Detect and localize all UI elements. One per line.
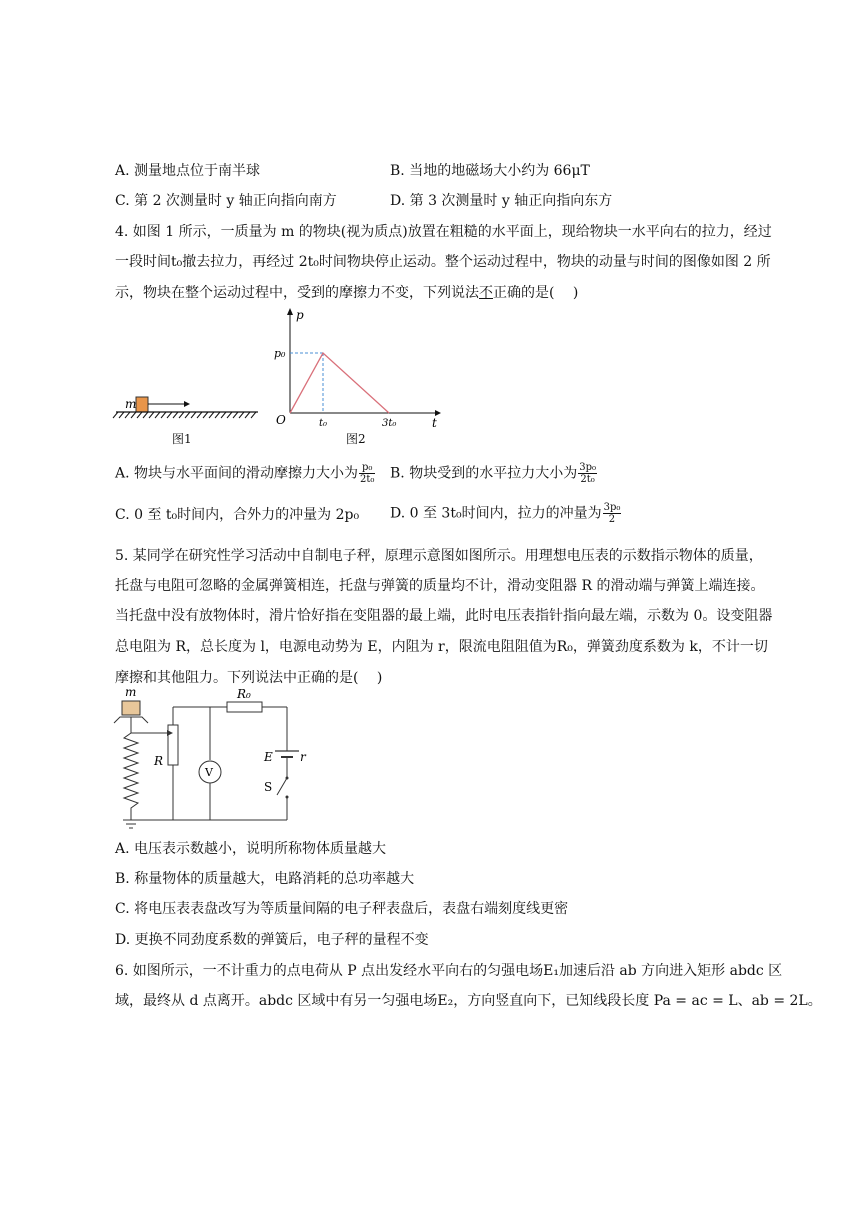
- floor-hatch: [161, 412, 166, 418]
- q6-stem-line1: 6. 如图所示，一不计重力的点电荷从 P 点出发经水平向右的匀强电场E₁加速后沿 ab 方向进入矩形 abdc 区: [115, 963, 783, 979]
- floor-hatch: [239, 412, 244, 418]
- voltmeter-label: V: [205, 766, 213, 779]
- q3-option-c: C. 第 2 次测量时 y 轴正向指向南方: [115, 193, 337, 209]
- x-tick-t0: t₀: [319, 418, 328, 429]
- q5-option-d: D. 更换不同劲度系数的弹簧后，电子秤的量程不变: [115, 932, 429, 948]
- x-tick-3t0: 3t₀: [382, 418, 397, 429]
- q4-stem-line3-pre: 示，物块在整个运动过程中，受到的摩擦力不变，下列说法: [115, 285, 479, 301]
- floor-hatch: [131, 412, 136, 418]
- q5-stem-line3: 当托盘中没有放物体时，滑片恰好指在变阻器的最上端，此时电压表指针指向最左端，示数为 0。设变阻器: [115, 608, 773, 624]
- q4-figure1: [112, 385, 262, 425]
- floor-hatch: [185, 412, 190, 418]
- floor-hatch: [155, 412, 160, 418]
- switch-blade: [277, 778, 287, 795]
- floor-hatch: [251, 412, 256, 418]
- tray-mass: [122, 701, 140, 715]
- q5-stem-line5: 摩擦和其他阻力。下列说法中正确的是( ): [115, 670, 383, 686]
- q4-fig2-caption: 图2: [346, 432, 366, 446]
- floor-hatch: [143, 412, 148, 418]
- mass-label: m: [125, 685, 137, 699]
- q6-stem-line2: 域，最终从 d 点离开。abdc 区域中有另一匀强电场E₂，方向竖直向下，已知线段长度 Pa = ac = L、ab = 2L。: [115, 993, 822, 1009]
- q3-option-d: D. 第 3 次测量时 y 轴正向指向东方: [390, 193, 613, 209]
- internal-r-label: r: [300, 750, 306, 764]
- floor-hatch: [221, 412, 226, 418]
- q5-stem-line2: 托盘与电阻可忽略的金属弹簧相连，托盘与弹簧的质量均不计，滑动变阻器 R 的滑动端与弹簧上端连接。: [115, 578, 765, 594]
- q4-option-b-text: B. 物块受到的水平拉力大小为: [390, 465, 578, 482]
- q4-option-a-fraction: [359, 462, 375, 485]
- q4-fig1-caption: 图1: [172, 432, 192, 446]
- x-axis-label: t: [432, 416, 437, 430]
- q4-option-d-fraction: [603, 502, 622, 525]
- resistor-r0: [227, 702, 262, 712]
- floor-hatch: [215, 412, 220, 418]
- floor-hatch: [167, 412, 172, 418]
- q4-option-d-text: D. 0 至 3t₀时间内，拉力的冲量为: [390, 505, 602, 522]
- floor-hatch: [119, 412, 124, 418]
- floor-hatch: [173, 412, 178, 418]
- q4-stem-line2: 一段时间t₀撤去拉力，再经过 2t₀时间物块停止运动。整个运动过程中，物块的动量与时间的图像如图 2 所: [115, 254, 771, 270]
- rheostat-label: R: [154, 754, 164, 768]
- q5-stem-line1: 5. 某同学在研究性学习活动中自制电子秤，原理示意图如图所示。用理想电压表的示数指示物体的质量，: [115, 548, 763, 564]
- q4-option-a-denominator: 2t₀: [360, 474, 375, 485]
- q5-option-a: A. 电压表示数越小，说明所称物体质量越大: [115, 841, 387, 857]
- floor-hatch: [149, 412, 154, 418]
- resistor-r0-label: R₀: [237, 687, 251, 701]
- floor-hatch: [137, 412, 142, 418]
- switch-label: S: [264, 780, 273, 794]
- emf-label: E: [264, 750, 273, 764]
- q5-option-b: B. 称量物体的质量越大，电路消耗的总功率越大: [115, 871, 415, 887]
- rheostat: [168, 725, 178, 765]
- q4-option-a-text: A. 物块与水平面间的滑动摩擦力大小为: [115, 465, 359, 482]
- y-axis-label: p: [296, 308, 304, 322]
- q3-option-a: A. 测量地点位于南半球: [115, 163, 261, 179]
- origin-label: O: [276, 413, 286, 427]
- q4-option-d: [390, 502, 622, 525]
- q4-stem-line3-post: 正确的是( ): [493, 285, 579, 301]
- floor-hatch: [113, 412, 118, 418]
- q4-option-c: C. 0 至 t₀时间内，合外力的冲量为 2p₀: [115, 507, 360, 523]
- floor-hatch: [179, 412, 184, 418]
- floor-hatch: [227, 412, 232, 418]
- spring: [124, 733, 138, 820]
- q4-option-b-denominator: 2t₀: [580, 474, 595, 485]
- q5-stem-line4: 总电阻为 R，总长度为 l，电源电动势为 E，内阻为 r，限流电阻阻值为R₀，弹簧劲度系数为 k，不计一切: [115, 639, 768, 655]
- q4-stem-line1: 4. 如图 1 所示，一质量为 m 的物块(视为质点)放置在粗糙的水平面上，现给物块一水平向右的拉力，经过: [115, 224, 772, 240]
- q4-option-b: [390, 462, 598, 485]
- q4-stem-line3: [115, 283, 578, 303]
- q4-option-b-fraction: [578, 462, 597, 485]
- block: [136, 397, 148, 412]
- q4-figure2: [270, 305, 445, 430]
- momentum-curve: [290, 353, 389, 413]
- q4-option-d-denominator: 2: [608, 514, 616, 525]
- floor-hatch: [125, 412, 130, 418]
- floor-hatch: [203, 412, 208, 418]
- floor-hatch: [209, 412, 214, 418]
- floor-hatch: [191, 412, 196, 418]
- q4-option-a: [115, 462, 376, 485]
- floor-hatch: [233, 412, 238, 418]
- y-tick-p0: p₀: [274, 347, 286, 360]
- fig1-mass-label: m: [125, 397, 137, 411]
- q4-option-d-numerator: 3p₀: [603, 502, 621, 513]
- q5-option-c: C. 将电压表表盘改写为等质量间隔的电子秤表盘后，表盘右端刻度线更密: [115, 901, 569, 917]
- q5-circuit: [112, 685, 312, 833]
- floor-hatch: [245, 412, 250, 418]
- q3-option-b: B. 当地的地磁场大小约为 66μT: [390, 163, 590, 179]
- q4-option-b-numerator: 3p₀: [579, 462, 596, 473]
- floor-hatch: [197, 412, 202, 418]
- q4-option-a-numerator: p₀: [359, 462, 375, 474]
- q4-stem-not-underlined: 不: [479, 285, 493, 301]
